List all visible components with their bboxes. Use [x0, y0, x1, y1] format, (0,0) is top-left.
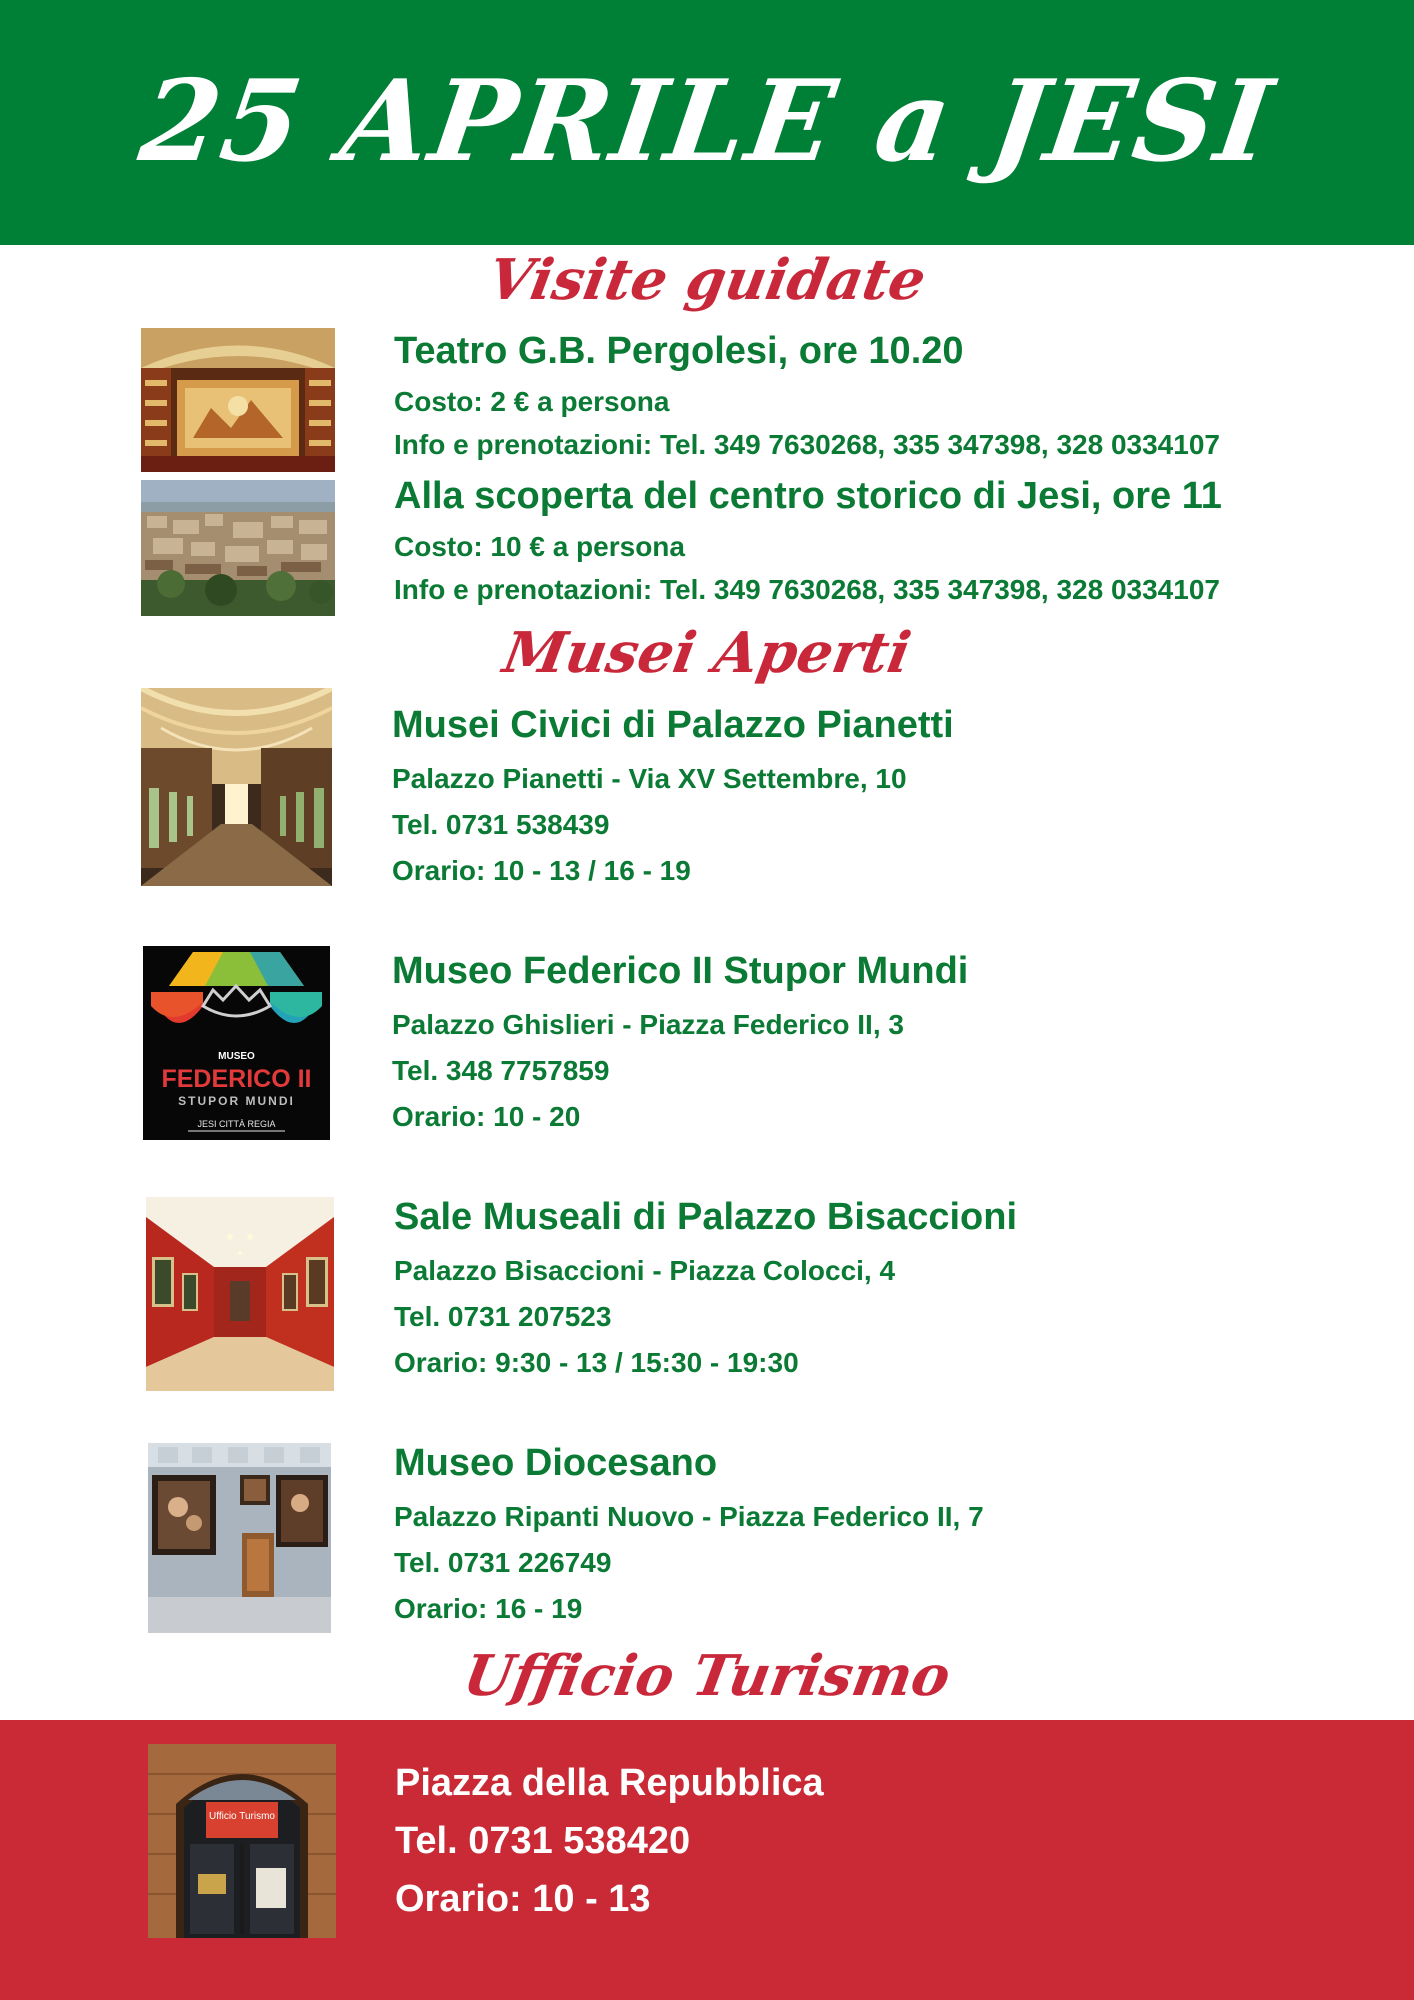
theatre-photo: [141, 328, 335, 472]
museum-name: Museo Diocesano: [394, 1442, 718, 1484]
museum-hours: Orario: 9:30 - 13 / 15:30 - 19:30: [394, 1347, 799, 1378]
museum-phone: Tel. 0731 226749: [394, 1547, 612, 1578]
corridor-photo: [141, 688, 332, 886]
tour-title: Teatro G.B. Pergolesi, ore 10.20: [394, 330, 964, 372]
poster-title: 25 APRILE a JESI: [132, 56, 1282, 187]
museum-address: Palazzo Pianetti - Via XV Settembre, 10: [392, 763, 907, 794]
red-gallery-photo: [146, 1197, 334, 1391]
office-phone: Tel. 0731 538420: [395, 1820, 691, 1862]
museum-name: Museo Federico II Stupor Mundi: [392, 950, 969, 992]
museum-phone: Tel. 348 7757859: [392, 1055, 610, 1086]
city-photo: [141, 480, 335, 616]
museum-name: Musei Civici di Palazzo Pianetti: [392, 704, 954, 746]
diocesan-room-photo: [148, 1443, 331, 1633]
museum-name: Sale Museali di Palazzo Bisaccioni: [394, 1196, 1018, 1238]
logo-federico-text: FEDERICO II: [161, 1065, 312, 1093]
logo-stupor-text: STUPOR MUNDI: [178, 1094, 295, 1108]
tour-info: Info e prenotazioni: Tel. 349 7630268, 335 347398, 328 0334107: [394, 429, 1220, 460]
logo-jesi-text: JESI CITTÀ REGIA: [197, 1119, 276, 1129]
museum-address: Palazzo Bisaccioni - Piazza Colocci, 4: [394, 1255, 896, 1286]
museum-phone: Tel. 0731 538439: [392, 809, 610, 840]
museum-hours: Orario: 10 - 13 / 16 - 19: [392, 855, 691, 886]
museum-hours: Orario: 16 - 19: [394, 1593, 583, 1624]
museo-federico-logo: [143, 946, 330, 1140]
section-title-musei: Musei Aperti: [498, 620, 916, 686]
logo-museo-text: MUSEO: [218, 1051, 255, 1062]
tour-cost: Costo: 10 € a persona: [394, 531, 685, 562]
tourism-office-photo: [148, 1744, 336, 1938]
section-title-ufficio: Ufficio Turismo: [458, 1643, 956, 1709]
museum-address: Palazzo Ripanti Nuovo - Piazza Federico II, 7: [394, 1501, 984, 1532]
office-address: Piazza della Repubblica: [395, 1762, 824, 1804]
museum-phone: Tel. 0731 207523: [394, 1301, 612, 1332]
museum-hours: Orario: 10 - 20: [392, 1101, 581, 1132]
tour-info: Info e prenotazioni: Tel. 349 7630268, 335 347398, 328 0334107: [394, 574, 1220, 605]
office-sign-text: Ufficio Turismo: [209, 1811, 275, 1822]
tour-title: Alla scoperta del centro storico di Jesi, ore 11: [394, 475, 1222, 517]
museum-address: Palazzo Ghislieri - Piazza Federico II, 3: [392, 1009, 904, 1040]
tour-cost: Costo: 2 € a persona: [394, 386, 670, 417]
section-title-visite: Visite guidate: [483, 247, 931, 313]
office-hours: Orario: 10 - 13: [395, 1878, 651, 1920]
